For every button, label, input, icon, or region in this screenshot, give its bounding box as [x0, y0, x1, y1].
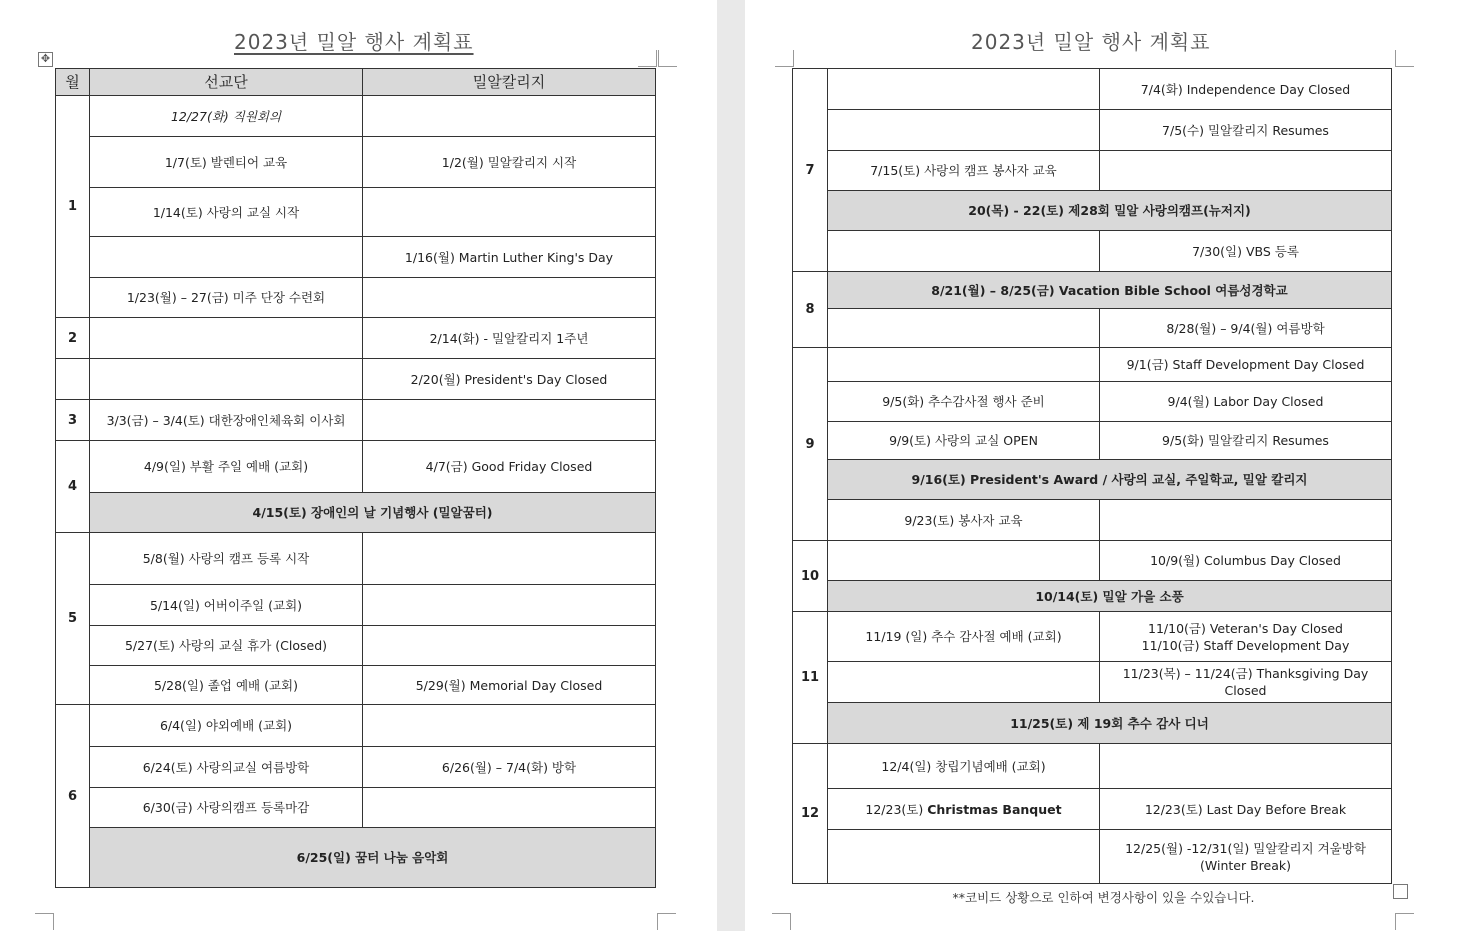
event-cell: 9/4(월) Labor Day Closed [1100, 382, 1392, 422]
move-icon[interactable]: ✥ [38, 52, 53, 67]
table-row [793, 382, 1392, 422]
event-cell: 4/9(일) 부활 주일 예배 (교회) [90, 441, 363, 493]
event-cell: 10/9(월) Columbus Day Closed [1100, 541, 1392, 581]
event-cell: 1/2(월) 밀알칼리지 시작 [363, 137, 656, 188]
event-cell: 6/24(토) 사랑의교실 여름방학 [90, 747, 363, 788]
event-cell [90, 359, 363, 400]
highlight-event: 20(목) - 22(토) 제28회 밀알 사랑의캠프(뉴저지) [828, 191, 1392, 231]
event-cell [363, 400, 656, 441]
table-row [793, 830, 1392, 884]
event-line: 11/10(금) Staff Development Day [1141, 637, 1350, 653]
table-row [793, 309, 1392, 348]
event-cell: 8/28(월) – 9/4(월) 여름방학 [1100, 309, 1392, 348]
table-row [793, 191, 1392, 231]
event-cell [1100, 830, 1392, 884]
event-cell [828, 69, 1100, 110]
event-cell: 7/5(수) 밀알칼리지 Resumes [1100, 110, 1392, 151]
event-cell: 5/14(일) 어버이주일 (교회) [90, 585, 363, 626]
event-cell [1100, 500, 1392, 541]
margin-corner [775, 50, 794, 67]
table-row [793, 151, 1392, 191]
event-cell: 6/26(월) – 7/4(화) 방학 [363, 747, 656, 788]
schedule-table-2 [792, 68, 1392, 884]
event-cell: 12/23(토) Last Day Before Break [1100, 789, 1392, 830]
month-cell: 6 [56, 705, 90, 888]
table-row [793, 703, 1392, 744]
month-cell: 1 [56, 96, 90, 318]
highlight-event: 4/15(토) 장애인의 날 기념행사 (밀알꿈터) [90, 493, 656, 533]
event-cell: 7/15(토) 사랑의 캠프 봉사자 교육 [828, 151, 1100, 191]
event-cell [828, 789, 1100, 830]
table-row [793, 541, 1392, 581]
event-cell: 7/30(일) VBS 등록 [1100, 231, 1392, 272]
month-cell: 11 [793, 612, 828, 744]
event-cell [828, 541, 1100, 581]
table-row [793, 662, 1392, 703]
table-row [56, 626, 656, 666]
month-cell: 7 [793, 69, 828, 272]
month-cell: 2 [56, 318, 90, 359]
event-cell [363, 96, 656, 137]
event-cell [363, 278, 656, 318]
event-cell [90, 237, 363, 278]
table-row [793, 69, 1392, 110]
table-row [56, 705, 656, 747]
month-cell: 9 [793, 348, 828, 541]
event-cell [1100, 744, 1392, 789]
header-mission: 선교단 [90, 69, 363, 96]
event-cell: 6/30(금) 사랑의캠프 등록마감 [90, 788, 363, 828]
event-cell [363, 705, 656, 747]
event-cell [363, 626, 656, 666]
month-cell: 12 [793, 744, 828, 884]
event-cell: 2/14(화) - 밀알칼리지 1주년 [363, 318, 656, 359]
event-cell: 1/14(토) 사랑의 교실 시작 [90, 188, 363, 237]
event-cell [363, 533, 656, 585]
table-row [56, 137, 656, 188]
event-cell: 6/4(일) 야외예배 (교회) [90, 705, 363, 747]
event-cell: 12/27(화) 직원회의 [90, 96, 363, 137]
table-row [56, 585, 656, 626]
month-cell: 10 [793, 541, 828, 612]
margin-corner [1395, 913, 1414, 930]
event-cell [828, 309, 1100, 348]
month-cell: 8 [793, 272, 828, 348]
event-cell [828, 830, 1100, 884]
margin-corner [1395, 50, 1414, 67]
table-row [793, 110, 1392, 151]
event-cell: 2/20(월) President's Day Closed [363, 359, 656, 400]
table-row [793, 500, 1392, 541]
schedule-table-1 [55, 68, 656, 888]
highlight-event: 6/25(일) 꿈터 나눔 음악회 [90, 828, 656, 888]
table-row [793, 422, 1392, 460]
event-cell [828, 348, 1100, 382]
table-row [56, 237, 656, 278]
event-cell [363, 788, 656, 828]
page-2 [745, 0, 1462, 931]
page-title: 2023년 밀알 행사 계획표 [971, 30, 1211, 54]
event-cell: 5/28(일) 졸업 예배 (교회) [90, 666, 363, 705]
event-cell [828, 110, 1100, 151]
event-cell: 5/8(월) 사랑의 캠프 등록 시작 [90, 533, 363, 585]
event-line: 11/10(금) Veteran's Day Closed [1148, 620, 1343, 636]
event-date: 12/23(토) [865, 801, 924, 817]
event-line: 12/25(월) -12/31(일) 밀알칼리지 겨울방학 [1125, 840, 1366, 856]
table-row [793, 744, 1392, 789]
margin-corner [772, 913, 791, 930]
table-row [56, 318, 656, 359]
table-row [56, 828, 656, 888]
event-cell: 1/16(월) Martin Luther King's Day [363, 237, 656, 278]
table-row [56, 747, 656, 788]
month-cell [56, 359, 90, 400]
table-row [56, 788, 656, 828]
event-cell [1100, 612, 1392, 662]
event-cell: 1/23(월) – 27(금) 미주 단장 수련회 [90, 278, 363, 318]
event-cell: 4/7(금) Good Friday Closed [363, 441, 656, 493]
highlight-event: 9/16(토) President's Award / 사랑의 교실, 주일학교, 밀알 칼리지 [828, 460, 1392, 500]
table-row [793, 789, 1392, 830]
highlight-event: 8/21(월) – 8/25(금) Vacation Bible School 여름성경학교 [828, 272, 1392, 309]
event-cell [363, 585, 656, 626]
event-cell [828, 662, 1100, 703]
margin-corner [638, 50, 657, 67]
table-row [56, 666, 656, 705]
table-row [56, 533, 656, 585]
event-cell: 12/4(일) 창립기념예배 (교회) [828, 744, 1100, 789]
event-line: (Winter Break) [1200, 857, 1291, 873]
table-row [56, 400, 656, 441]
month-cell: 4 [56, 441, 90, 533]
month-cell: 3 [56, 400, 90, 441]
event-cell: 5/27(토) 사랑의 교실 휴가 (Closed) [90, 626, 363, 666]
table-row [56, 359, 656, 400]
table-row [793, 348, 1392, 382]
event-name: Christmas Banquet [927, 801, 1062, 817]
event-cell: 9/23(토) 봉사자 교육 [828, 500, 1100, 541]
footnote: **코비드 상황으로 인하여 변경사항이 있을 수있습니다. [952, 890, 1255, 905]
event-cell [828, 231, 1100, 272]
table-row [56, 493, 656, 533]
table-row [793, 231, 1392, 272]
margin-corner [658, 50, 677, 67]
page-title: 2023년 밀알 행사 계획표 [234, 30, 474, 54]
table-row [793, 581, 1392, 612]
event-cell: 1/7(토) 발렌티어 교육 [90, 137, 363, 188]
event-cell: 9/5(화) 밀알칼리지 Resumes [1100, 422, 1392, 460]
event-cell [363, 188, 656, 237]
page-1 [0, 0, 717, 931]
event-cell: 9/1(금) Staff Development Day Closed [1100, 348, 1392, 382]
event-cell: 9/9(토) 사랑의 교실 OPEN [828, 422, 1100, 460]
highlight-event: 11/25(토) 제 19회 추수 감사 디너 [828, 703, 1392, 744]
event-cell [90, 318, 363, 359]
header-month: 월 [56, 69, 90, 96]
month-cell: 5 [56, 533, 90, 705]
event-cell: 3/3(금) – 3/4(토) 대한장애인체육회 이사회 [90, 400, 363, 441]
highlight-event: 10/14(토) 밀알 가을 소풍 [828, 581, 1392, 612]
table-header-row [56, 69, 656, 96]
event-cell [1100, 151, 1392, 191]
margin-corner [657, 913, 676, 930]
header-college: 밀알칼리지 [363, 69, 656, 96]
table-row [793, 460, 1392, 500]
table-row [793, 272, 1392, 309]
table-row [56, 96, 656, 137]
table-row [56, 188, 656, 237]
event-cell: 5/29(월) Memorial Day Closed [363, 666, 656, 705]
event-cell: 7/4(화) Independence Day Closed [1100, 69, 1392, 110]
event-cell: 11/19 (일) 추수 감사절 예배 (교회) [828, 612, 1100, 662]
table-row [56, 441, 656, 493]
margin-corner [35, 913, 54, 930]
table-row [793, 612, 1392, 662]
event-cell: 11/23(목) – 11/24(금) Thanksgiving Day Closed [1100, 662, 1392, 703]
event-cell: 9/5(화) 추수감사절 행사 준비 [828, 382, 1100, 422]
table-row [56, 278, 656, 318]
